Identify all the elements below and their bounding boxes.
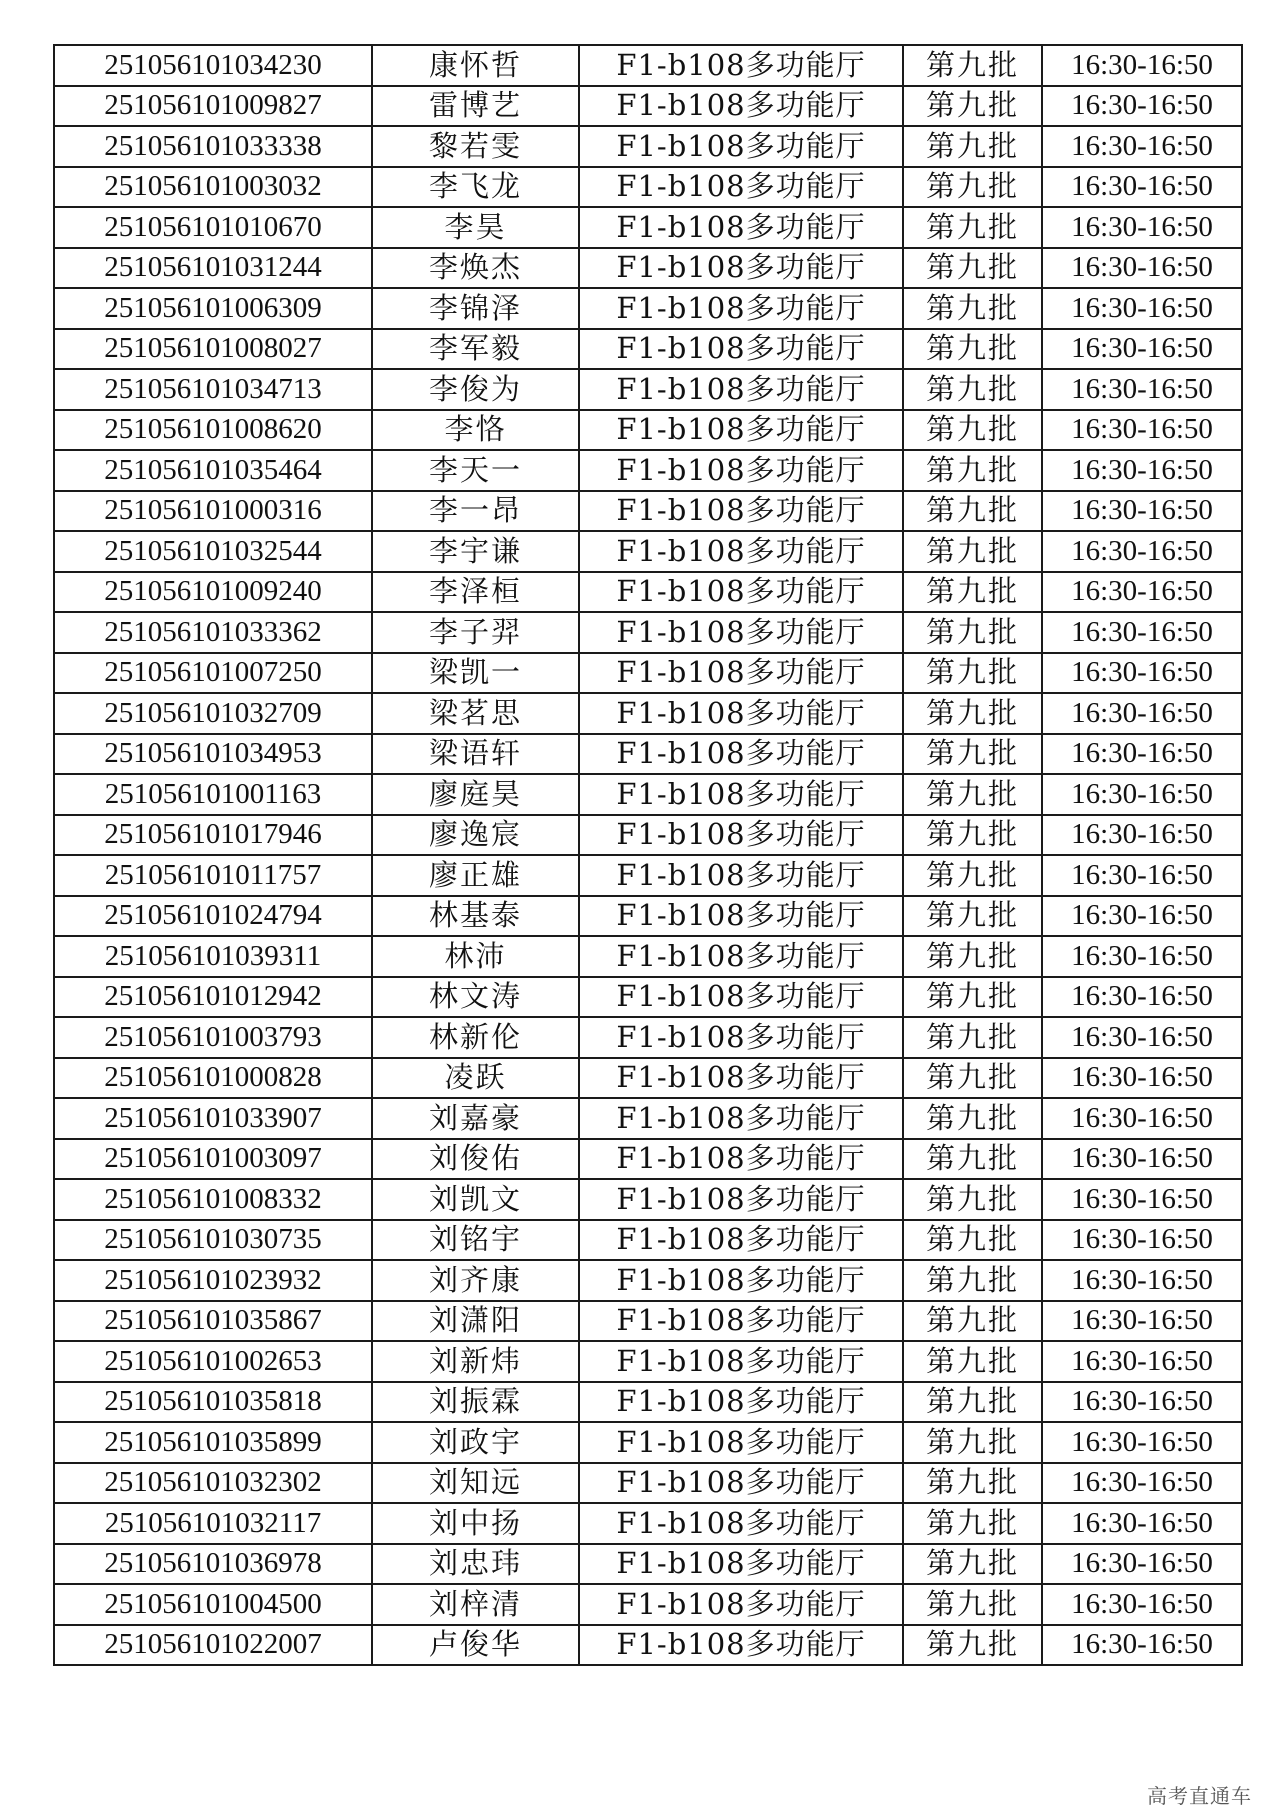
- table-row: [54, 126, 1242, 167]
- cell-batch: 第九批: [903, 1139, 1042, 1180]
- cell-candidate-name: 梁凯一: [372, 653, 579, 694]
- cell-time-slot: 16:30-16:50: [1042, 653, 1242, 694]
- cell-candidate-id: 251056101035818: [54, 1382, 372, 1423]
- cell-batch: 第九批: [903, 1584, 1042, 1625]
- table-row: [54, 774, 1242, 815]
- cell-exam-room: F1-b108多功能厅: [579, 1503, 903, 1544]
- table-row: [54, 1058, 1242, 1099]
- table-row: [54, 450, 1242, 491]
- roster-table: [53, 44, 1243, 1666]
- cell-time-slot: 16:30-16:50: [1042, 734, 1242, 775]
- cell-exam-room: F1-b108多功能厅: [579, 1179, 903, 1220]
- cell-candidate-id: 251056101008332: [54, 1179, 372, 1220]
- cell-candidate-id: 251056101006309: [54, 288, 372, 329]
- cell-candidate-id: 251056101017946: [54, 815, 372, 856]
- cell-batch: 第九批: [903, 977, 1042, 1018]
- table-row: [54, 1584, 1242, 1625]
- cell-candidate-id: 251056101033907: [54, 1098, 372, 1139]
- cell-candidate-id: 251056101024794: [54, 896, 372, 937]
- cell-candidate-name: 林沛: [372, 936, 579, 977]
- cell-candidate-id: 251056101008027: [54, 329, 372, 370]
- cell-candidate-id: 251056101034953: [54, 734, 372, 775]
- cell-batch: 第九批: [903, 1503, 1042, 1544]
- cell-candidate-id: 251056101030735: [54, 1220, 372, 1261]
- cell-time-slot: 16:30-16:50: [1042, 248, 1242, 289]
- cell-exam-room: F1-b108多功能厅: [579, 450, 903, 491]
- table-row: [54, 1260, 1242, 1301]
- table-row: [54, 1544, 1242, 1585]
- cell-candidate-name: 李昊: [372, 207, 579, 248]
- cell-candidate-name: 刘嘉豪: [372, 1098, 579, 1139]
- table-row: [54, 734, 1242, 775]
- table-row: [54, 855, 1242, 896]
- cell-batch: 第九批: [903, 855, 1042, 896]
- cell-exam-room: F1-b108多功能厅: [579, 653, 903, 694]
- cell-time-slot: 16:30-16:50: [1042, 207, 1242, 248]
- cell-candidate-id: 251056101010670: [54, 207, 372, 248]
- cell-exam-room: F1-b108多功能厅: [579, 1422, 903, 1463]
- cell-time-slot: 16:30-16:50: [1042, 1220, 1242, 1261]
- cell-candidate-name: 李军毅: [372, 329, 579, 370]
- cell-time-slot: 16:30-16:50: [1042, 1584, 1242, 1625]
- table-row: [54, 491, 1242, 532]
- cell-time-slot: 16:30-16:50: [1042, 1503, 1242, 1544]
- cell-batch: 第九批: [903, 207, 1042, 248]
- cell-time-slot: 16:30-16:50: [1042, 1098, 1242, 1139]
- cell-candidate-name: 林新伦: [372, 1017, 579, 1058]
- cell-candidate-id: 251056101034230: [54, 45, 372, 86]
- cell-candidate-name: 刘潇阳: [372, 1301, 579, 1342]
- cell-candidate-name: 李俊为: [372, 369, 579, 410]
- cell-exam-room: F1-b108多功能厅: [579, 207, 903, 248]
- cell-exam-room: F1-b108多功能厅: [579, 1544, 903, 1585]
- table-row: [54, 1220, 1242, 1261]
- cell-candidate-name: 梁茗思: [372, 693, 579, 734]
- cell-exam-room: F1-b108多功能厅: [579, 1341, 903, 1382]
- cell-batch: 第九批: [903, 774, 1042, 815]
- cell-candidate-name: 刘政宇: [372, 1422, 579, 1463]
- cell-candidate-id: 251056101000828: [54, 1058, 372, 1099]
- table-row: [54, 1179, 1242, 1220]
- cell-time-slot: 16:30-16:50: [1042, 450, 1242, 491]
- cell-time-slot: 16:30-16:50: [1042, 126, 1242, 167]
- cell-time-slot: 16:30-16:50: [1042, 1260, 1242, 1301]
- table-row: [54, 815, 1242, 856]
- cell-candidate-name: 刘知远: [372, 1463, 579, 1504]
- cell-candidate-id: 251056101009240: [54, 572, 372, 613]
- cell-exam-room: F1-b108多功能厅: [579, 1625, 903, 1666]
- cell-time-slot: 16:30-16:50: [1042, 86, 1242, 127]
- cell-candidate-id: 251056101003032: [54, 167, 372, 208]
- cell-batch: 第九批: [903, 1301, 1042, 1342]
- cell-candidate-name: 李焕杰: [372, 248, 579, 289]
- cell-batch: 第九批: [903, 329, 1042, 370]
- cell-time-slot: 16:30-16:50: [1042, 329, 1242, 370]
- cell-batch: 第九批: [903, 248, 1042, 289]
- cell-exam-room: F1-b108多功能厅: [579, 369, 903, 410]
- table-row: [54, 167, 1242, 208]
- cell-batch: 第九批: [903, 86, 1042, 127]
- table-row: [54, 288, 1242, 329]
- table-row: [54, 410, 1242, 451]
- cell-exam-room: F1-b108多功能厅: [579, 491, 903, 532]
- cell-time-slot: 16:30-16:50: [1042, 1544, 1242, 1585]
- watermark: 高考直通车: [1147, 1784, 1252, 1808]
- cell-time-slot: 16:30-16:50: [1042, 531, 1242, 572]
- cell-candidate-id: 251056101008620: [54, 410, 372, 451]
- table-row: [54, 1503, 1242, 1544]
- cell-candidate-name: 廖逸宸: [372, 815, 579, 856]
- table-row: [54, 45, 1242, 86]
- cell-candidate-id: 251056101009827: [54, 86, 372, 127]
- cell-candidate-name: 李一昂: [372, 491, 579, 532]
- table-row: [54, 1017, 1242, 1058]
- cell-candidate-id: 251056101023932: [54, 1260, 372, 1301]
- cell-candidate-name: 刘凯文: [372, 1179, 579, 1220]
- table-row: [54, 936, 1242, 977]
- cell-exam-room: F1-b108多功能厅: [579, 288, 903, 329]
- cell-exam-room: F1-b108多功能厅: [579, 126, 903, 167]
- cell-candidate-name: 黎若雯: [372, 126, 579, 167]
- cell-exam-room: F1-b108多功能厅: [579, 1463, 903, 1504]
- cell-batch: 第九批: [903, 1382, 1042, 1423]
- cell-batch: 第九批: [903, 815, 1042, 856]
- cell-time-slot: 16:30-16:50: [1042, 45, 1242, 86]
- table-row: [54, 531, 1242, 572]
- cell-batch: 第九批: [903, 410, 1042, 451]
- cell-exam-room: F1-b108多功能厅: [579, 693, 903, 734]
- cell-batch: 第九批: [903, 450, 1042, 491]
- cell-candidate-id: 251056101032709: [54, 693, 372, 734]
- cell-candidate-name: 刘齐康: [372, 1260, 579, 1301]
- cell-time-slot: 16:30-16:50: [1042, 1463, 1242, 1504]
- cell-time-slot: 16:30-16:50: [1042, 1301, 1242, 1342]
- cell-time-slot: 16:30-16:50: [1042, 167, 1242, 208]
- cell-candidate-id: 251056101033338: [54, 126, 372, 167]
- cell-candidate-name: 刘忠玮: [372, 1544, 579, 1585]
- cell-exam-room: F1-b108多功能厅: [579, 977, 903, 1018]
- cell-time-slot: 16:30-16:50: [1042, 936, 1242, 977]
- cell-batch: 第九批: [903, 1098, 1042, 1139]
- cell-candidate-name: 廖庭昊: [372, 774, 579, 815]
- cell-candidate-id: 251056101002653: [54, 1341, 372, 1382]
- cell-candidate-name: 李恪: [372, 410, 579, 451]
- cell-time-slot: 16:30-16:50: [1042, 896, 1242, 937]
- cell-exam-room: F1-b108多功能厅: [579, 248, 903, 289]
- cell-candidate-name: 卢俊华: [372, 1625, 579, 1666]
- cell-time-slot: 16:30-16:50: [1042, 369, 1242, 410]
- cell-candidate-id: 251056101035867: [54, 1301, 372, 1342]
- cell-batch: 第九批: [903, 1544, 1042, 1585]
- cell-batch: 第九批: [903, 126, 1042, 167]
- cell-batch: 第九批: [903, 167, 1042, 208]
- cell-exam-room: F1-b108多功能厅: [579, 612, 903, 653]
- cell-exam-room: F1-b108多功能厅: [579, 167, 903, 208]
- cell-candidate-id: 251056101035899: [54, 1422, 372, 1463]
- cell-candidate-id: 251056101022007: [54, 1625, 372, 1666]
- cell-candidate-name: 李泽桓: [372, 572, 579, 613]
- cell-exam-room: F1-b108多功能厅: [579, 572, 903, 613]
- cell-candidate-name: 廖正雄: [372, 855, 579, 896]
- cell-candidate-id: 251056101012942: [54, 977, 372, 1018]
- cell-candidate-name: 雷博艺: [372, 86, 579, 127]
- cell-batch: 第九批: [903, 1260, 1042, 1301]
- cell-time-slot: 16:30-16:50: [1042, 1382, 1242, 1423]
- cell-candidate-id: 251056101034713: [54, 369, 372, 410]
- table-row: [54, 612, 1242, 653]
- cell-exam-room: F1-b108多功能厅: [579, 1098, 903, 1139]
- table-row: [54, 207, 1242, 248]
- table-row: [54, 572, 1242, 613]
- cell-exam-room: F1-b108多功能厅: [579, 45, 903, 86]
- table-row: [54, 1341, 1242, 1382]
- cell-candidate-id: 251056101032117: [54, 1503, 372, 1544]
- cell-candidate-id: 251056101003097: [54, 1139, 372, 1180]
- cell-candidate-name: 李宇谦: [372, 531, 579, 572]
- table-row: [54, 653, 1242, 694]
- cell-exam-room: F1-b108多功能厅: [579, 815, 903, 856]
- cell-candidate-id: 251056101039311: [54, 936, 372, 977]
- document-page: [53, 44, 1231, 1666]
- cell-candidate-id: 251056101003793: [54, 1017, 372, 1058]
- cell-exam-room: F1-b108多功能厅: [579, 531, 903, 572]
- table-row: [54, 1139, 1242, 1180]
- cell-batch: 第九批: [903, 1220, 1042, 1261]
- cell-exam-room: F1-b108多功能厅: [579, 329, 903, 370]
- cell-batch: 第九批: [903, 288, 1042, 329]
- cell-time-slot: 16:30-16:50: [1042, 1422, 1242, 1463]
- cell-candidate-name: 刘铭宇: [372, 1220, 579, 1261]
- cell-time-slot: 16:30-16:50: [1042, 855, 1242, 896]
- cell-candidate-id: 251056101011757: [54, 855, 372, 896]
- cell-time-slot: 16:30-16:50: [1042, 1625, 1242, 1666]
- cell-exam-room: F1-b108多功能厅: [579, 1058, 903, 1099]
- cell-exam-room: F1-b108多功能厅: [579, 1017, 903, 1058]
- cell-candidate-name: 刘振霖: [372, 1382, 579, 1423]
- cell-batch: 第九批: [903, 1341, 1042, 1382]
- cell-batch: 第九批: [903, 734, 1042, 775]
- cell-batch: 第九批: [903, 896, 1042, 937]
- cell-candidate-id: 251056101032544: [54, 531, 372, 572]
- cell-time-slot: 16:30-16:50: [1042, 774, 1242, 815]
- cell-time-slot: 16:30-16:50: [1042, 288, 1242, 329]
- cell-exam-room: F1-b108多功能厅: [579, 410, 903, 451]
- cell-exam-room: F1-b108多功能厅: [579, 1301, 903, 1342]
- cell-candidate-name: 李天一: [372, 450, 579, 491]
- cell-candidate-name: 梁语轩: [372, 734, 579, 775]
- cell-candidate-name: 李子羿: [372, 612, 579, 653]
- cell-exam-room: F1-b108多功能厅: [579, 734, 903, 775]
- cell-exam-room: F1-b108多功能厅: [579, 1139, 903, 1180]
- cell-candidate-id: 251056101004500: [54, 1584, 372, 1625]
- table-row: [54, 1422, 1242, 1463]
- cell-batch: 第九批: [903, 1625, 1042, 1666]
- cell-exam-room: F1-b108多功能厅: [579, 1220, 903, 1261]
- cell-batch: 第九批: [903, 1463, 1042, 1504]
- table-row: [54, 248, 1242, 289]
- table-row: [54, 86, 1242, 127]
- table-row: [54, 1625, 1242, 1666]
- roster-table-body: [54, 45, 1242, 1665]
- cell-time-slot: 16:30-16:50: [1042, 1341, 1242, 1382]
- cell-batch: 第九批: [903, 369, 1042, 410]
- table-row: [54, 1463, 1242, 1504]
- cell-candidate-name: 刘新炜: [372, 1341, 579, 1382]
- cell-batch: 第九批: [903, 1017, 1042, 1058]
- cell-batch: 第九批: [903, 1058, 1042, 1099]
- table-row: [54, 329, 1242, 370]
- cell-exam-room: F1-b108多功能厅: [579, 86, 903, 127]
- cell-exam-room: F1-b108多功能厅: [579, 896, 903, 937]
- cell-candidate-name: 刘梓清: [372, 1584, 579, 1625]
- cell-time-slot: 16:30-16:50: [1042, 977, 1242, 1018]
- cell-candidate-id: 251056101031244: [54, 248, 372, 289]
- cell-batch: 第九批: [903, 936, 1042, 977]
- cell-time-slot: 16:30-16:50: [1042, 612, 1242, 653]
- table-row: [54, 1301, 1242, 1342]
- cell-candidate-id: 251056101032302: [54, 1463, 372, 1504]
- cell-candidate-id: 251056101001163: [54, 774, 372, 815]
- cell-batch: 第九批: [903, 1422, 1042, 1463]
- cell-time-slot: 16:30-16:50: [1042, 410, 1242, 451]
- cell-batch: 第九批: [903, 693, 1042, 734]
- cell-time-slot: 16:30-16:50: [1042, 1139, 1242, 1180]
- cell-candidate-name: 刘俊佑: [372, 1139, 579, 1180]
- cell-batch: 第九批: [903, 653, 1042, 694]
- cell-batch: 第九批: [903, 572, 1042, 613]
- table-row: [54, 1098, 1242, 1139]
- cell-candidate-name: 刘中扬: [372, 1503, 579, 1544]
- cell-candidate-name: 李飞龙: [372, 167, 579, 208]
- cell-candidate-name: 康怀哲: [372, 45, 579, 86]
- cell-time-slot: 16:30-16:50: [1042, 1179, 1242, 1220]
- cell-exam-room: F1-b108多功能厅: [579, 936, 903, 977]
- cell-time-slot: 16:30-16:50: [1042, 1017, 1242, 1058]
- cell-candidate-id: 251056101035464: [54, 450, 372, 491]
- cell-time-slot: 16:30-16:50: [1042, 572, 1242, 613]
- cell-exam-room: F1-b108多功能厅: [579, 774, 903, 815]
- cell-time-slot: 16:30-16:50: [1042, 693, 1242, 734]
- table-row: [54, 896, 1242, 937]
- table-row: [54, 369, 1242, 410]
- cell-candidate-id: 251056101000316: [54, 491, 372, 532]
- table-row: [54, 1382, 1242, 1423]
- cell-candidate-id: 251056101033362: [54, 612, 372, 653]
- cell-batch: 第九批: [903, 491, 1042, 532]
- cell-candidate-id: 251056101036978: [54, 1544, 372, 1585]
- cell-exam-room: F1-b108多功能厅: [579, 855, 903, 896]
- cell-candidate-name: 林基泰: [372, 896, 579, 937]
- cell-batch: 第九批: [903, 45, 1042, 86]
- table-row: [54, 977, 1242, 1018]
- cell-candidate-name: 李锦泽: [372, 288, 579, 329]
- cell-candidate-id: 251056101007250: [54, 653, 372, 694]
- cell-exam-room: F1-b108多功能厅: [579, 1584, 903, 1625]
- cell-exam-room: F1-b108多功能厅: [579, 1382, 903, 1423]
- cell-batch: 第九批: [903, 531, 1042, 572]
- cell-batch: 第九批: [903, 1179, 1042, 1220]
- table-row: [54, 693, 1242, 734]
- cell-time-slot: 16:30-16:50: [1042, 491, 1242, 532]
- cell-batch: 第九批: [903, 612, 1042, 653]
- cell-time-slot: 16:30-16:50: [1042, 1058, 1242, 1099]
- cell-exam-room: F1-b108多功能厅: [579, 1260, 903, 1301]
- cell-candidate-name: 凌跃: [372, 1058, 579, 1099]
- cell-candidate-name: 林文涛: [372, 977, 579, 1018]
- cell-time-slot: 16:30-16:50: [1042, 815, 1242, 856]
